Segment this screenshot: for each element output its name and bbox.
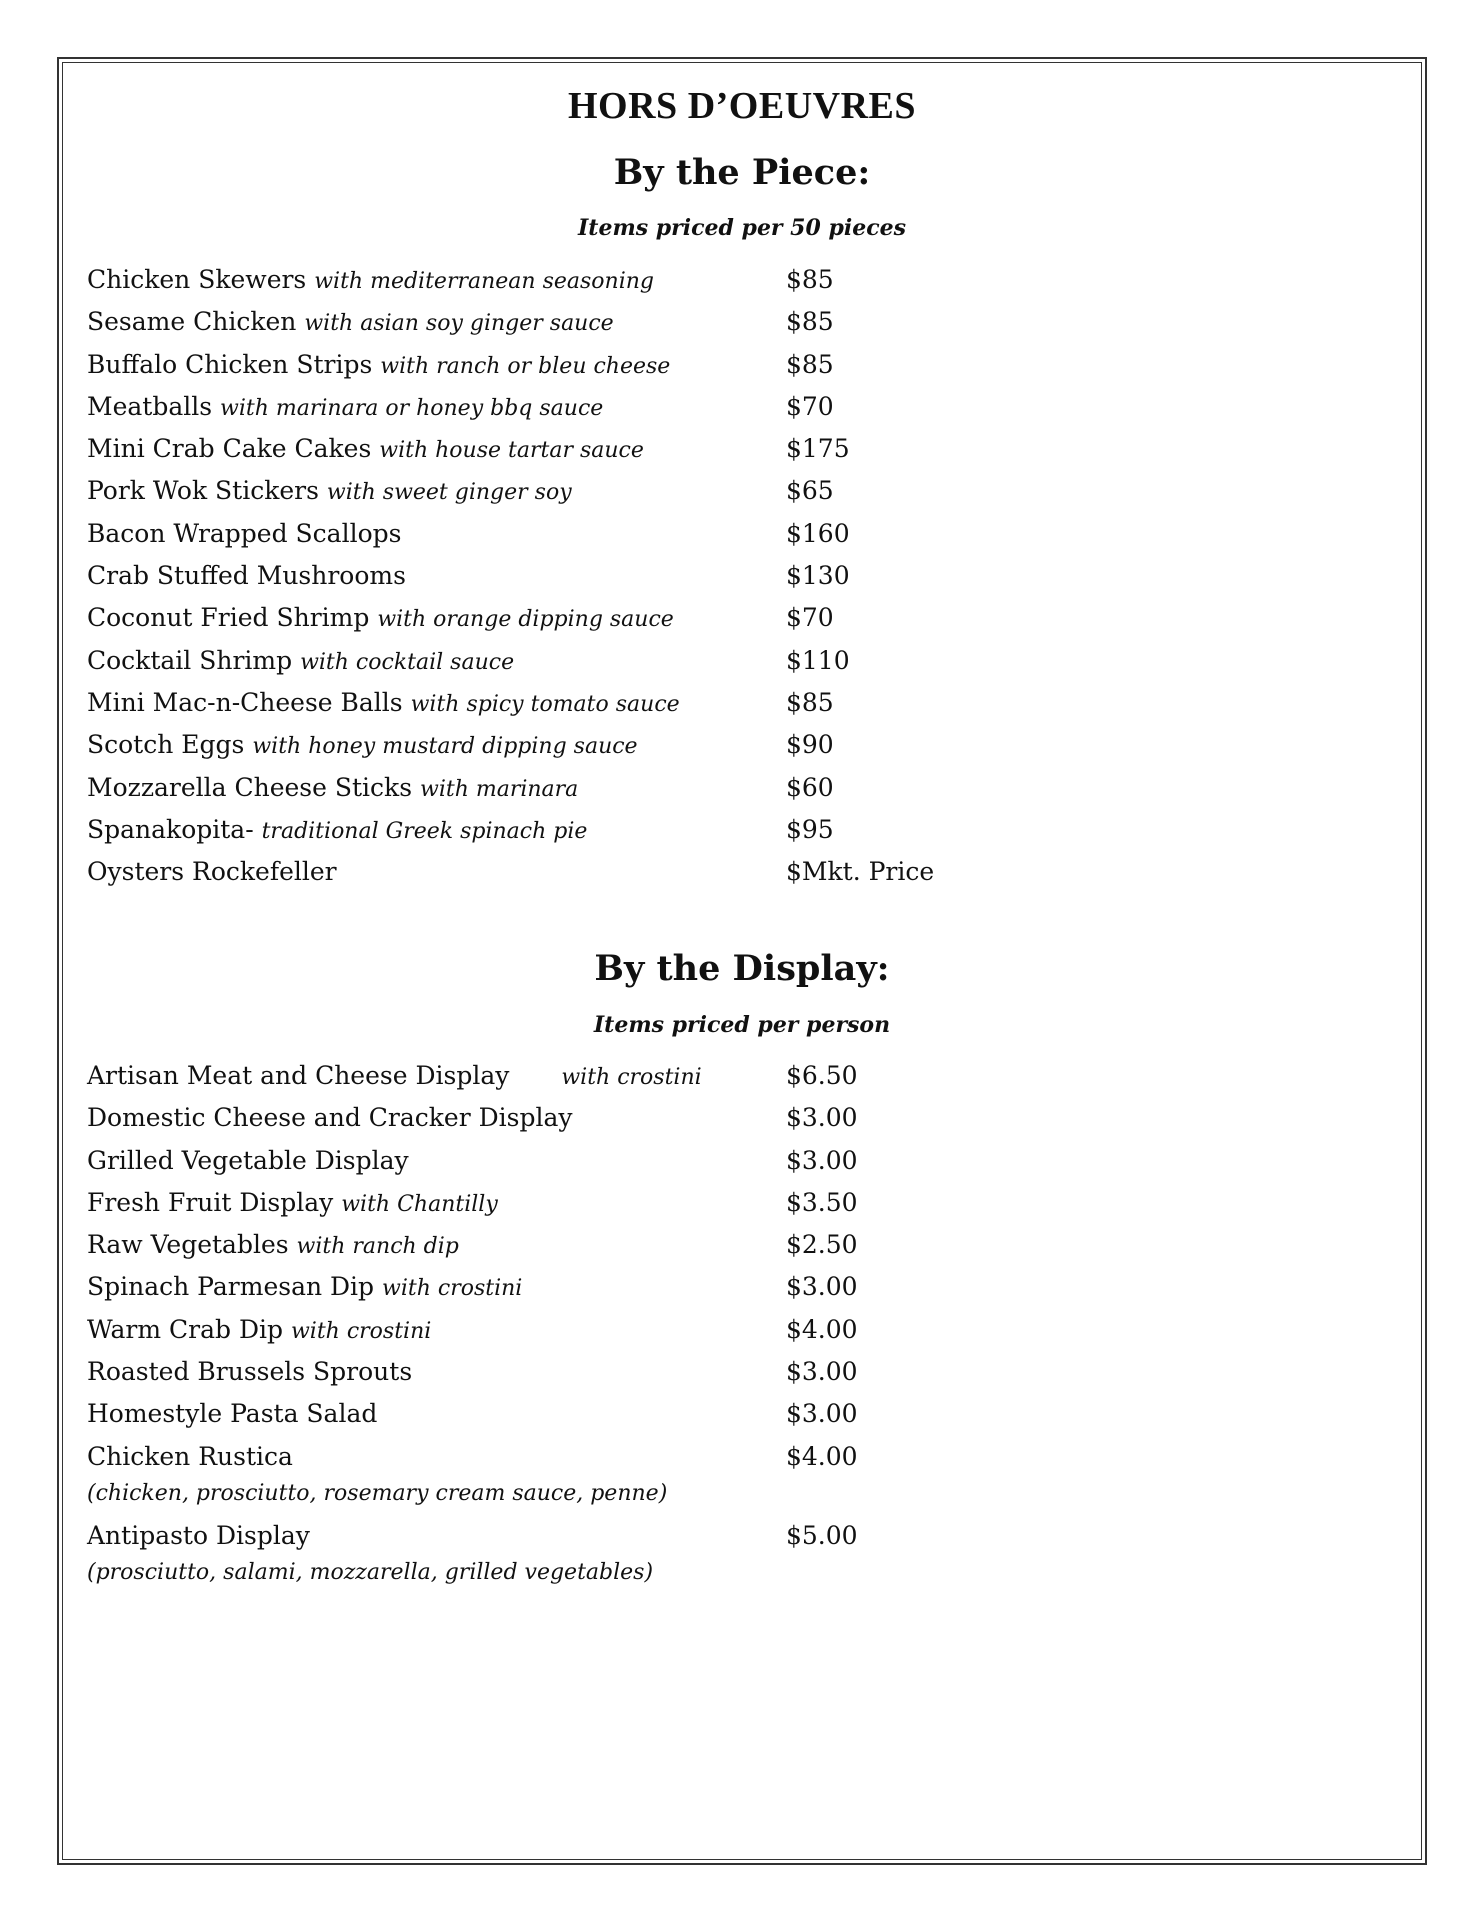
menu-item-price: $85 <box>786 349 834 379</box>
menu-item <box>87 1227 1387 1269</box>
menu-item-description: traditional Greek spinach pie <box>261 818 588 844</box>
menu-item-name: Sesame Chicken <box>87 307 297 337</box>
menu-item-price: $95 <box>786 814 834 844</box>
menu-item <box>87 262 1387 304</box>
menu-item-name: Spanakopita- <box>87 814 254 844</box>
menu-item-description: with crostini <box>290 1318 432 1344</box>
menu-item <box>87 1396 1387 1438</box>
menu-item-name-line <box>87 685 680 723</box>
menu-item-name: Pork Wok Stickers <box>87 476 319 506</box>
menu-item <box>87 431 1387 473</box>
menu-item-description: with marinara or honey bbq sauce <box>220 395 604 421</box>
menu-item-price: $3.00 <box>786 1357 858 1387</box>
menu-item <box>87 600 1387 642</box>
menu-item-price: $90 <box>786 730 834 760</box>
menu-item-description: with sweet ginger soy <box>326 480 572 506</box>
menu-item-price: $4.00 <box>786 1314 858 1344</box>
menu-item-ingredients: (chicken, prosciutto, rosemary cream sauce, penne) <box>87 1480 668 1506</box>
menu-item-name-line <box>87 1312 431 1350</box>
menu-item-price: $70 <box>786 391 834 421</box>
menu-item-description: with asian soy ginger sauce <box>304 311 614 337</box>
menu-item <box>87 1354 1387 1396</box>
menu-item-price: $130 <box>786 561 850 591</box>
menu-item-price: $5.00 <box>786 1520 858 1550</box>
menu-item-price: $4.00 <box>786 1441 858 1471</box>
menu-item-name: Raw Vegetables <box>87 1230 289 1260</box>
menu-item-name-line <box>87 431 644 469</box>
menu-item-name-line <box>87 1439 293 1475</box>
menu-item-name-line <box>87 770 578 808</box>
menu-item-name-line <box>87 1227 459 1265</box>
menu-item-name-line <box>87 812 587 850</box>
menu-item <box>87 1312 1387 1354</box>
menu-item-name-line <box>87 262 654 300</box>
menu-item <box>87 727 1387 769</box>
menu-item <box>87 473 1387 515</box>
menu-item-name-line <box>87 558 406 594</box>
menu-item-name: Mini Crab Cake Cakes <box>87 434 372 464</box>
menu-item-price: $3.00 <box>786 1272 858 1302</box>
menu-item-name: Warm Crab Dip <box>87 1314 284 1344</box>
menu-item-description: with orange dipping sauce <box>377 607 674 633</box>
menu-item-name-line <box>87 1185 498 1223</box>
menu-item-name-line <box>87 1269 522 1307</box>
menu-item-name: Grilled Vegetable Display <box>87 1145 409 1175</box>
menu-item-name-line <box>87 727 638 765</box>
section-heading-by-display: By the Display: <box>594 948 890 989</box>
menu-item-name: Coconut Fried Shrimp <box>87 603 370 633</box>
menu-item-description: with honey mustard dipping sauce <box>252 734 638 760</box>
menu-item-description: with cocktail sauce <box>300 649 515 675</box>
menu-item-price: $85 <box>786 687 834 717</box>
menu-item-description: with crostini <box>561 1065 702 1090</box>
menu-item-price: $Mkt. Price <box>786 857 935 887</box>
section-heading-by-piece: By the Piece: <box>613 152 871 193</box>
by-piece-item-list <box>87 262 1387 896</box>
menu-item <box>87 643 1387 685</box>
menu-item <box>87 1143 1387 1185</box>
menu-item-name: Scotch Eggs <box>87 730 245 760</box>
menu-item-name: Artisan Meat and Cheese Display <box>87 1061 510 1090</box>
menu-item-price: $160 <box>786 518 850 548</box>
menu-item <box>87 389 1387 431</box>
menu-item-name-line <box>87 643 514 681</box>
menu-item <box>87 558 1387 600</box>
menu-item-name-line <box>87 1100 573 1136</box>
menu-item-description: with ranch or bleu cheese <box>380 353 671 379</box>
menu-item-name-line <box>87 347 670 385</box>
menu-item-name: Buffalo Chicken Strips <box>87 349 373 379</box>
menu-item <box>87 770 1387 812</box>
page-title: HORS D’OEUVRES <box>568 85 916 127</box>
menu-item <box>87 685 1387 727</box>
menu-item-description: with crostini <box>382 1276 523 1302</box>
menu-item-price: $60 <box>786 772 834 802</box>
menu-item-name-line <box>87 516 401 552</box>
menu-item-price: $3.00 <box>786 1103 858 1133</box>
menu-item-name: Crab Stuffed Mushrooms <box>87 561 406 591</box>
menu-item-price: $2.50 <box>786 1230 858 1260</box>
menu-item <box>87 347 1387 389</box>
menu-item-name-line <box>87 304 614 342</box>
menu-item-name: Antipasto Display <box>87 1520 310 1550</box>
section-note-by-piece: Items priced per 50 pieces <box>578 215 906 241</box>
menu-item-name: Meatballs <box>87 391 213 421</box>
menu-item-price: $70 <box>786 603 834 633</box>
menu-item-name-line <box>87 1058 702 1096</box>
menu-item-name: Bacon Wrapped Scallops <box>87 518 402 548</box>
menu-item-name-line <box>87 854 337 890</box>
menu-item-name-line <box>87 1354 412 1390</box>
menu-item-name: Chicken Rustica <box>87 1441 293 1471</box>
menu-item-price: $3.00 <box>786 1399 858 1429</box>
menu-item <box>87 1058 1387 1100</box>
menu-item-description: with house tartar sauce <box>379 438 644 464</box>
menu-item-name: Roasted Brussels Sprouts <box>87 1357 413 1387</box>
menu-item-name-line <box>87 600 674 638</box>
menu-item <box>87 812 1387 854</box>
menu-item <box>87 1185 1387 1227</box>
menu-item-price: $3.50 <box>786 1187 858 1217</box>
menu-item-ingredients: (prosciutto, salami, mozzarella, grilled vegetables) <box>87 1559 654 1585</box>
menu-item-price: $85 <box>786 265 834 294</box>
menu-item-price: $175 <box>786 434 850 464</box>
menu-item-description: with marinara <box>419 776 579 802</box>
menu-item-name-line <box>87 1518 310 1554</box>
menu-item <box>87 304 1387 346</box>
menu-item-price: $110 <box>786 645 850 675</box>
menu-item-description: with mediterranean seasoning <box>314 269 654 294</box>
menu-item-description: with spicy tomato sauce <box>410 691 680 717</box>
menu-item-name: Cocktail Shrimp <box>87 645 293 675</box>
menu-item-name: Domestic Cheese and Cracker Display <box>87 1103 573 1133</box>
menu-item-name: Mini Mac-n-Cheese Balls <box>87 687 403 717</box>
menu-item <box>87 516 1387 558</box>
menu-item-name: Oysters Rockefeller <box>87 857 337 887</box>
by-display-item-list <box>87 1058 1387 1597</box>
menu-item <box>87 1439 1387 1518</box>
menu-item-name-line <box>87 1396 377 1432</box>
menu-item-price: $65 <box>786 476 834 506</box>
menu-item <box>87 1269 1387 1311</box>
menu-item-price: $85 <box>786 307 834 337</box>
menu-item-name: Homestyle Pasta Salad <box>87 1399 378 1429</box>
menu-item <box>87 854 1387 896</box>
menu-item-price: $3.00 <box>786 1145 858 1175</box>
menu-item-name: Fresh Fruit Display <box>87 1187 334 1217</box>
menu-item-name: Spinach Parmesan Dip <box>87 1272 375 1302</box>
menu-item-name-line <box>87 389 603 427</box>
menu-item <box>87 1518 1387 1597</box>
menu-item-price: $6.50 <box>786 1061 858 1090</box>
menu-item-name-line <box>87 473 572 511</box>
menu-item-name: Mozzarella Cheese Sticks <box>87 772 413 802</box>
menu-item <box>87 1100 1387 1142</box>
menu-item-description: with ranch dip <box>296 1234 459 1260</box>
section-note-by-display: Items priced per person <box>593 1012 891 1038</box>
menu-item-name-line <box>87 1143 409 1179</box>
menu-item-description: with Chantilly <box>341 1191 498 1217</box>
menu-item-name: Chicken Skewers <box>87 265 307 294</box>
